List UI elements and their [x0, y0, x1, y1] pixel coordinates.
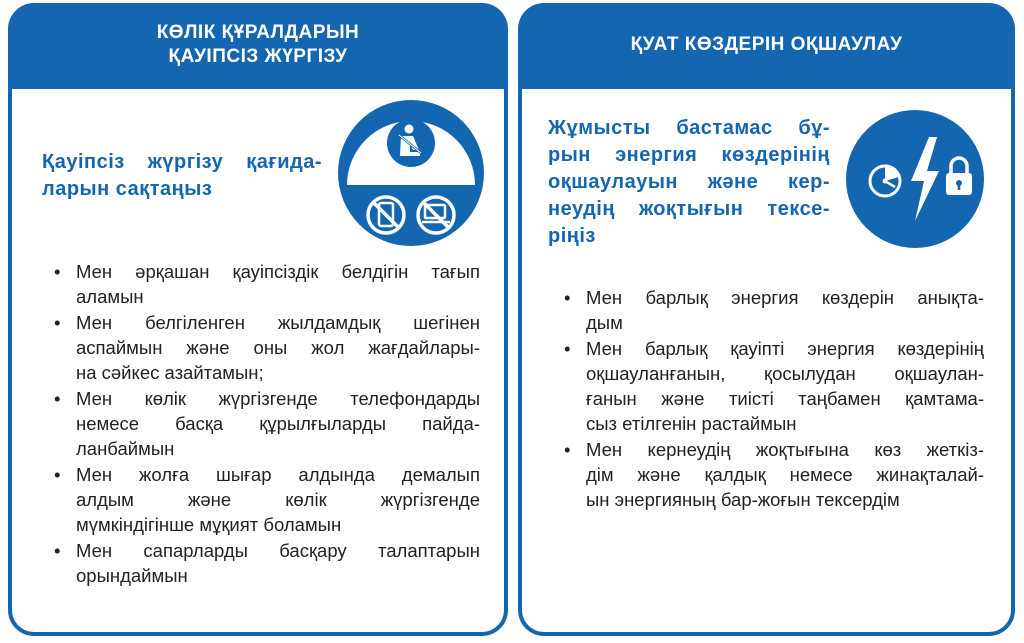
- card-body: [522, 89, 1011, 632]
- card-body: [12, 89, 504, 632]
- card-title-line2: ҚАУІПСІЗ ЖҮРГІЗУ: [168, 46, 348, 67]
- list-item: • Мен барлық қауіпті энергия көздерінің оқшауланғанын, қосылудан оқшаулан- ғанын және тиісті таңбамен қамтама- сыз етілгенін растаймын: [562, 336, 984, 436]
- list-item: • Мен көлік жүргізгенде телефондарды немесе басқа құрылғыларды пайда- ланбаймын: [52, 386, 480, 461]
- list-item: • Мен кернеудің жоқтығына көз жеткіз- дім және қалдық немесе жинақталай- ын энергияның бар-жоғын тексердім: [562, 437, 984, 512]
- seatbelt-no-phone-badge-icon: [337, 99, 485, 247]
- safe-driving-card: [8, 3, 508, 636]
- list-item: • Мен әрқашан қауіпсіздік белдігін тағып аламын: [52, 259, 480, 309]
- list-item: • Мен барлық энергия көздерін анықта- дым: [562, 285, 984, 335]
- list-item: • Мен белгіленген жылдамдық шегінен аспаймын және оны жол жағдайлары- на сәйкес азайтамын;: [52, 310, 480, 385]
- list-item: • Мен жолға шығар алдында демалып алдым және көлік жүргізгенде мүмкіндігінше мұқият боламын: [52, 462, 480, 537]
- card-header: [8, 3, 508, 87]
- driving-rules-list: [52, 259, 480, 589]
- card-title-line1: КӨЛІК ҚҰРАЛДАРЫН: [156, 22, 360, 43]
- card-subtitle: Жұмысты бастамас бұ- рын энергия көздерінің оқшаулауын және кер- неудің жоқтығын тексе- ріңіз: [548, 117, 830, 247]
- isolation-rules-list: [562, 285, 984, 513]
- card-title: ҚУАТ КӨЗДЕРІН ОҚШАУЛАУ: [630, 34, 903, 55]
- list-item: • Мен сапарларды басқару талаптарын орындаймын: [52, 538, 480, 588]
- card-header: [518, 3, 1015, 87]
- energy-isolation-lock-badge-icon: [845, 109, 985, 249]
- card-subtitle: Қауіпсіз жүргізу қағида- ларын сақтаңыз: [42, 151, 322, 200]
- energy-isolation-card: [518, 3, 1015, 636]
